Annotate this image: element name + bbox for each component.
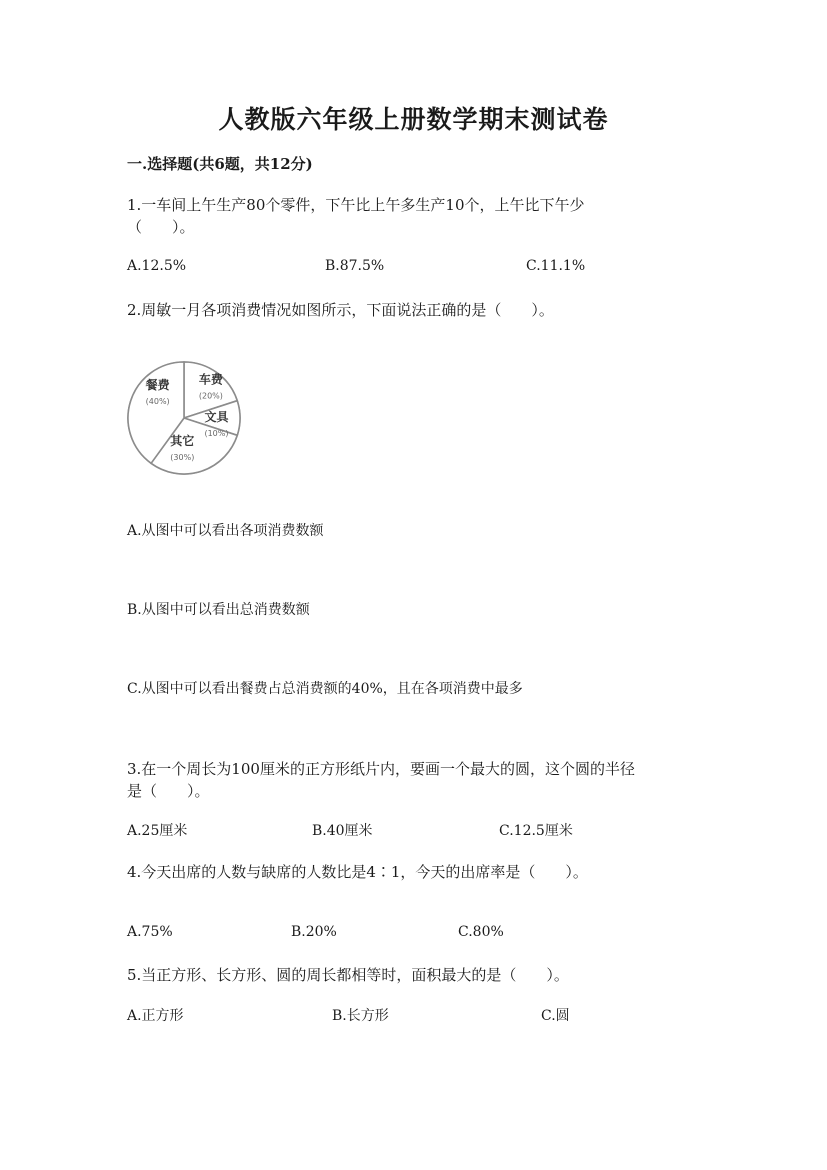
pie-label-4: 餐费: [145, 377, 170, 392]
question-3-text: 3.在一个周长为100厘米的正方形纸片内，要画一个最大的圆，这个圆的半径: [127, 760, 635, 778]
question-1-option-a: A.12.5%: [127, 258, 187, 274]
question-2-option-b: B.从图中可以看出总消费数额: [127, 602, 310, 618]
question-1-option-c: C.11.1%: [526, 258, 586, 274]
page-title: 人教版六年级上册数学期末测试卷: [218, 105, 609, 134]
question-2-option-c: C.从图中可以看出餐费占总消费额的40%，且在各项消费中最多: [127, 681, 523, 697]
question-1-blank: （ ）。: [127, 218, 195, 236]
question-4-option-a: A.75%: [127, 924, 173, 940]
pie-value-label-4: (40%): [145, 396, 170, 406]
question-4-option-c: C.80%: [458, 924, 504, 940]
pie-value-label-3: (30%): [170, 452, 195, 462]
pie-value-label-2: (10%): [204, 428, 229, 438]
question-3-option-c: C.12.5厘米: [499, 823, 573, 839]
question-5-option-c: C.圆: [541, 1008, 570, 1024]
question-1-text: 1.一车间上午生产80个零件，下午比上午多生产10个，上午比下午少: [127, 196, 585, 214]
question-5-option-a: A.正方形: [127, 1008, 184, 1024]
question-3-option-b: B.40厘米: [312, 823, 373, 839]
question-3-blank: 是（ ）。: [127, 782, 210, 800]
question-4-text: 4.今天出席的人数与缺席的人数比是4∶1，今天的出席率是（ ）。: [127, 863, 588, 881]
question-2-text: 2.周敏一月各项消费情况如图所示，下面说法正确的是（ ）。: [127, 301, 554, 319]
pie-label-3: 其它: [170, 433, 195, 448]
question-5-text: 5.当正方形、长方形、圆的周长都相等时，面积最大的是（ ）。: [127, 966, 569, 984]
question-5-option-b: B.长方形: [332, 1008, 389, 1024]
question-1-option-b: B.87.5%: [325, 258, 385, 274]
section-heading: 一.选择题(共6题，共12分): [127, 155, 313, 173]
pie-value-label-1: (20%): [198, 391, 223, 401]
pie-label-2: 文具: [204, 409, 229, 424]
question-4-option-b: B.20%: [291, 924, 337, 940]
question-2-option-a: A.从图中可以看出各项消费数额: [127, 523, 324, 539]
question-3-option-a: A.25厘米: [127, 823, 188, 839]
expense-pie-chart: [122, 360, 252, 482]
pie-label-1: 车费: [198, 372, 223, 387]
